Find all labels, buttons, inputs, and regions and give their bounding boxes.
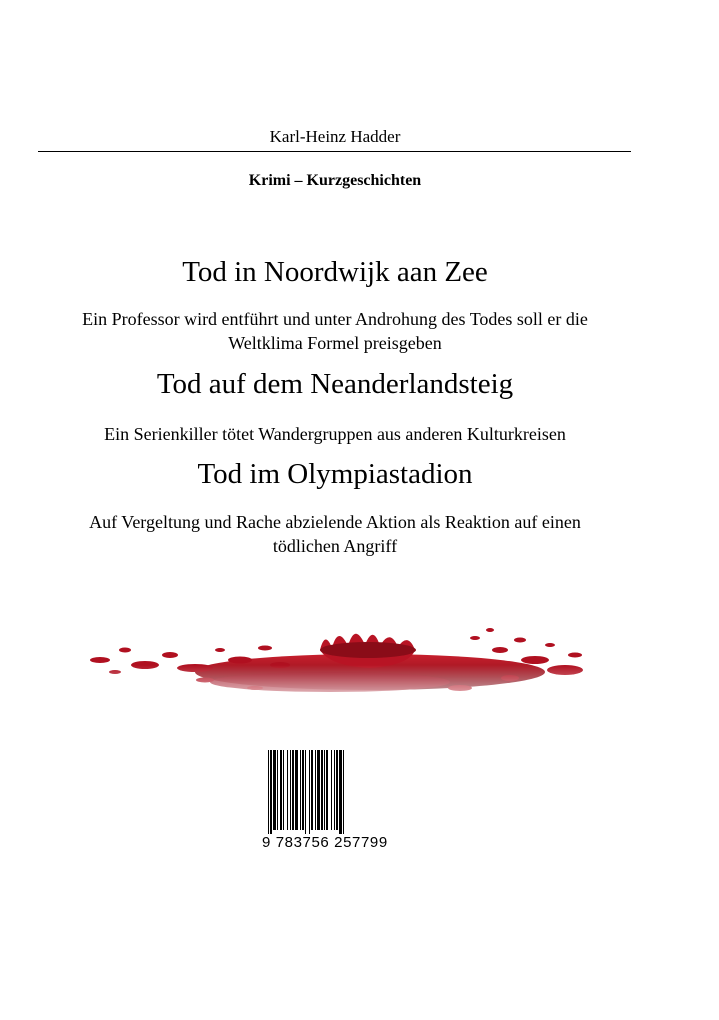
barcode-bar	[283, 750, 284, 830]
story-title-1: Tod in Noordwijk aan Zee	[182, 256, 488, 288]
barcode-bar	[315, 750, 316, 830]
barcode-bar	[326, 750, 328, 830]
genre-label: Krimi – Kurzgeschichten	[248, 172, 422, 189]
header-divider	[38, 151, 631, 152]
story-description-3: Auf Vergeltung und Rache abzielende Aktion als Reaktion auf einen tödlichen Angriff	[89, 512, 581, 556]
barcode-bar	[305, 750, 306, 836]
barcode-bar	[336, 750, 338, 830]
barcode-bar	[339, 750, 342, 836]
barcode-bar	[302, 750, 304, 830]
barcode-bar	[292, 750, 294, 830]
barcode-bar	[273, 750, 276, 830]
barcode-bar	[300, 750, 301, 830]
barcode-bar	[324, 750, 325, 830]
barcode-bar	[309, 750, 310, 836]
barcode-bar	[277, 750, 278, 830]
barcode-bar	[311, 750, 313, 830]
story-description-2: Ein Serienkiller tötet Wandergruppen aus anderen Kulturkreisen	[104, 424, 566, 444]
isbn-number: 9 783756 257799	[262, 834, 408, 852]
story-title-3: Tod im Olympiastadion	[197, 458, 473, 490]
barcode-bar	[317, 750, 320, 830]
barcode-bar	[334, 750, 335, 830]
barcode-bar	[321, 750, 323, 830]
story-title-2: Tod auf dem Neanderlandsteig	[156, 368, 514, 400]
barcode-bar	[268, 750, 269, 836]
story-description-1: Ein Professor wird entführt und unter Androhung des Todes soll er die Weltklima Formel preisgeben	[82, 309, 588, 353]
barcode-bar	[343, 750, 344, 836]
barcode-bar	[331, 750, 332, 830]
barcode-bar	[295, 750, 298, 830]
barcode-bar	[287, 750, 288, 830]
barcode-bar	[270, 750, 272, 836]
barcode-bar	[290, 750, 291, 830]
barcode-bar	[280, 750, 282, 830]
blood-splash-image	[80, 610, 590, 705]
author-name: Karl-Heinz Hadder	[269, 127, 401, 146]
